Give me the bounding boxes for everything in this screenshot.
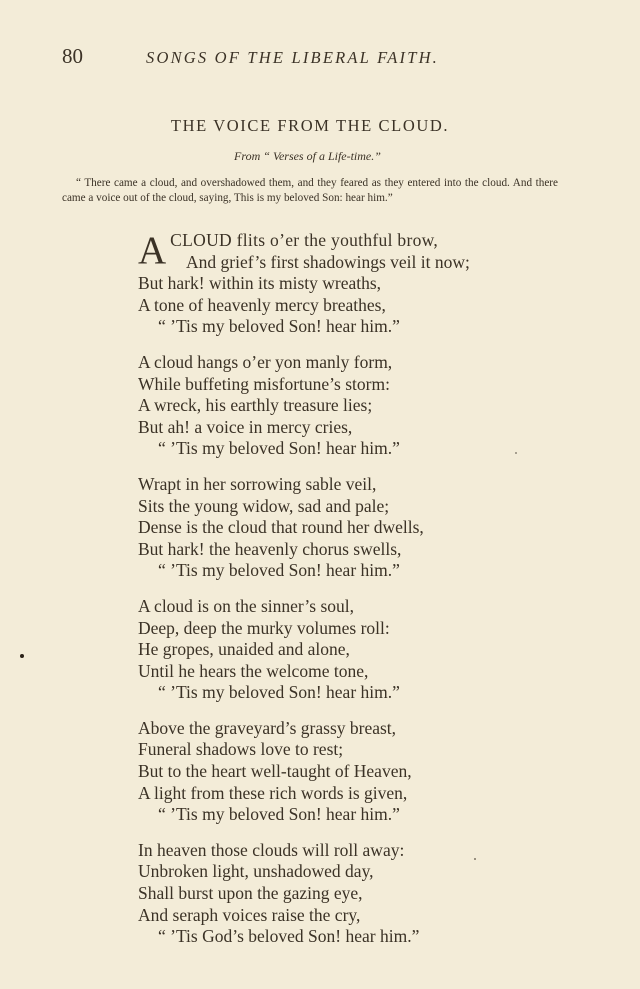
poem-line: A tone of heavenly mercy breathes, bbox=[138, 294, 386, 315]
stanza-4 bbox=[138, 596, 518, 704]
poem-line: Sits the young widow, sad and pale; bbox=[138, 495, 390, 516]
refrain-line: “ ’Tis my beloved Son! hear him.” bbox=[158, 438, 400, 459]
refrain-line: “ ’Tis my beloved Son! hear him.” bbox=[158, 560, 400, 581]
stanza-2 bbox=[138, 352, 518, 460]
poem-line: In heaven those clouds will roll away: bbox=[138, 839, 405, 860]
stanza-6 bbox=[138, 840, 518, 948]
ink-speck bbox=[474, 858, 476, 860]
ink-speck bbox=[20, 654, 24, 658]
stanza-1 bbox=[138, 230, 518, 338]
poem-line: Dense is the cloud that round her dwells, bbox=[138, 517, 424, 538]
poem-line: Shall burst upon the gazing eye, bbox=[138, 883, 363, 904]
running-head: SONGS OF THE LIBERAL FAITH. bbox=[146, 48, 440, 67]
poem-line: While buffeting misfortune’s storm: bbox=[138, 373, 390, 394]
stanza-5 bbox=[138, 718, 518, 826]
poem-line: Unbroken light, unshadowed day, bbox=[138, 861, 374, 882]
refrain-line: “ ’Tis God’s beloved Son! hear him.” bbox=[158, 926, 420, 947]
refrain-line: “ ’Tis my beloved Son! hear him.” bbox=[158, 316, 400, 337]
poem-line: A cloud is on the sinner’s soul, bbox=[138, 595, 354, 616]
poem bbox=[138, 230, 518, 962]
ink-speck bbox=[515, 452, 517, 454]
poem-line: And grief’s first shadowings veil it now; bbox=[186, 251, 470, 272]
drop-cap: A bbox=[138, 229, 167, 272]
first-line-text: CLOUD flits o’er the youthful brow, bbox=[170, 230, 439, 250]
poem-line: And seraph voices raise the cry, bbox=[138, 904, 361, 925]
poem-line: Until he hears the welcome tone, bbox=[138, 660, 369, 681]
poem-line: A cloud hangs o’er yon manly form, bbox=[138, 351, 393, 372]
page-header bbox=[62, 44, 582, 74]
poem-line: But hark! within its misty wreaths, bbox=[138, 273, 382, 294]
poem-line: Above the graveyard’s grassy breast, bbox=[138, 717, 397, 738]
poem-line: A wreck, his earthly treasure lies; bbox=[138, 395, 373, 416]
poem-line: But hark! the heavenly chorus swells, bbox=[138, 538, 402, 559]
page-number: 80 bbox=[62, 44, 83, 68]
poem-line: He gropes, unaided and alone, bbox=[138, 639, 350, 660]
poem-source: From “ Verses of a Life-time.” bbox=[234, 149, 381, 163]
poem-line: But ah! a voice in mercy cries, bbox=[138, 416, 353, 437]
poem-line: But to the heart well-taught of Heaven, bbox=[138, 761, 412, 782]
epigraph: “ There came a cloud, and overshadowed them, and they feared as they entered into the cloud. And there came a voice out of the cloud, saying, This is my beloved Son: hear him.” bbox=[62, 177, 558, 204]
refrain-line: “ ’Tis my beloved Son! hear him.” bbox=[158, 804, 400, 825]
poem-line: A light from these rich words is given, bbox=[138, 782, 408, 803]
stanza-3 bbox=[138, 474, 518, 582]
poem-line: Deep, deep the murky volumes roll: bbox=[138, 617, 390, 638]
poem-title: THE VOICE FROM THE CLOUD. bbox=[170, 116, 450, 135]
refrain-line: “ ’Tis my beloved Son! hear him.” bbox=[158, 682, 400, 703]
poem-line: Funeral shadows love to rest; bbox=[138, 739, 344, 760]
poem-line: Wrapt in her sorrowing sable veil, bbox=[138, 473, 377, 494]
